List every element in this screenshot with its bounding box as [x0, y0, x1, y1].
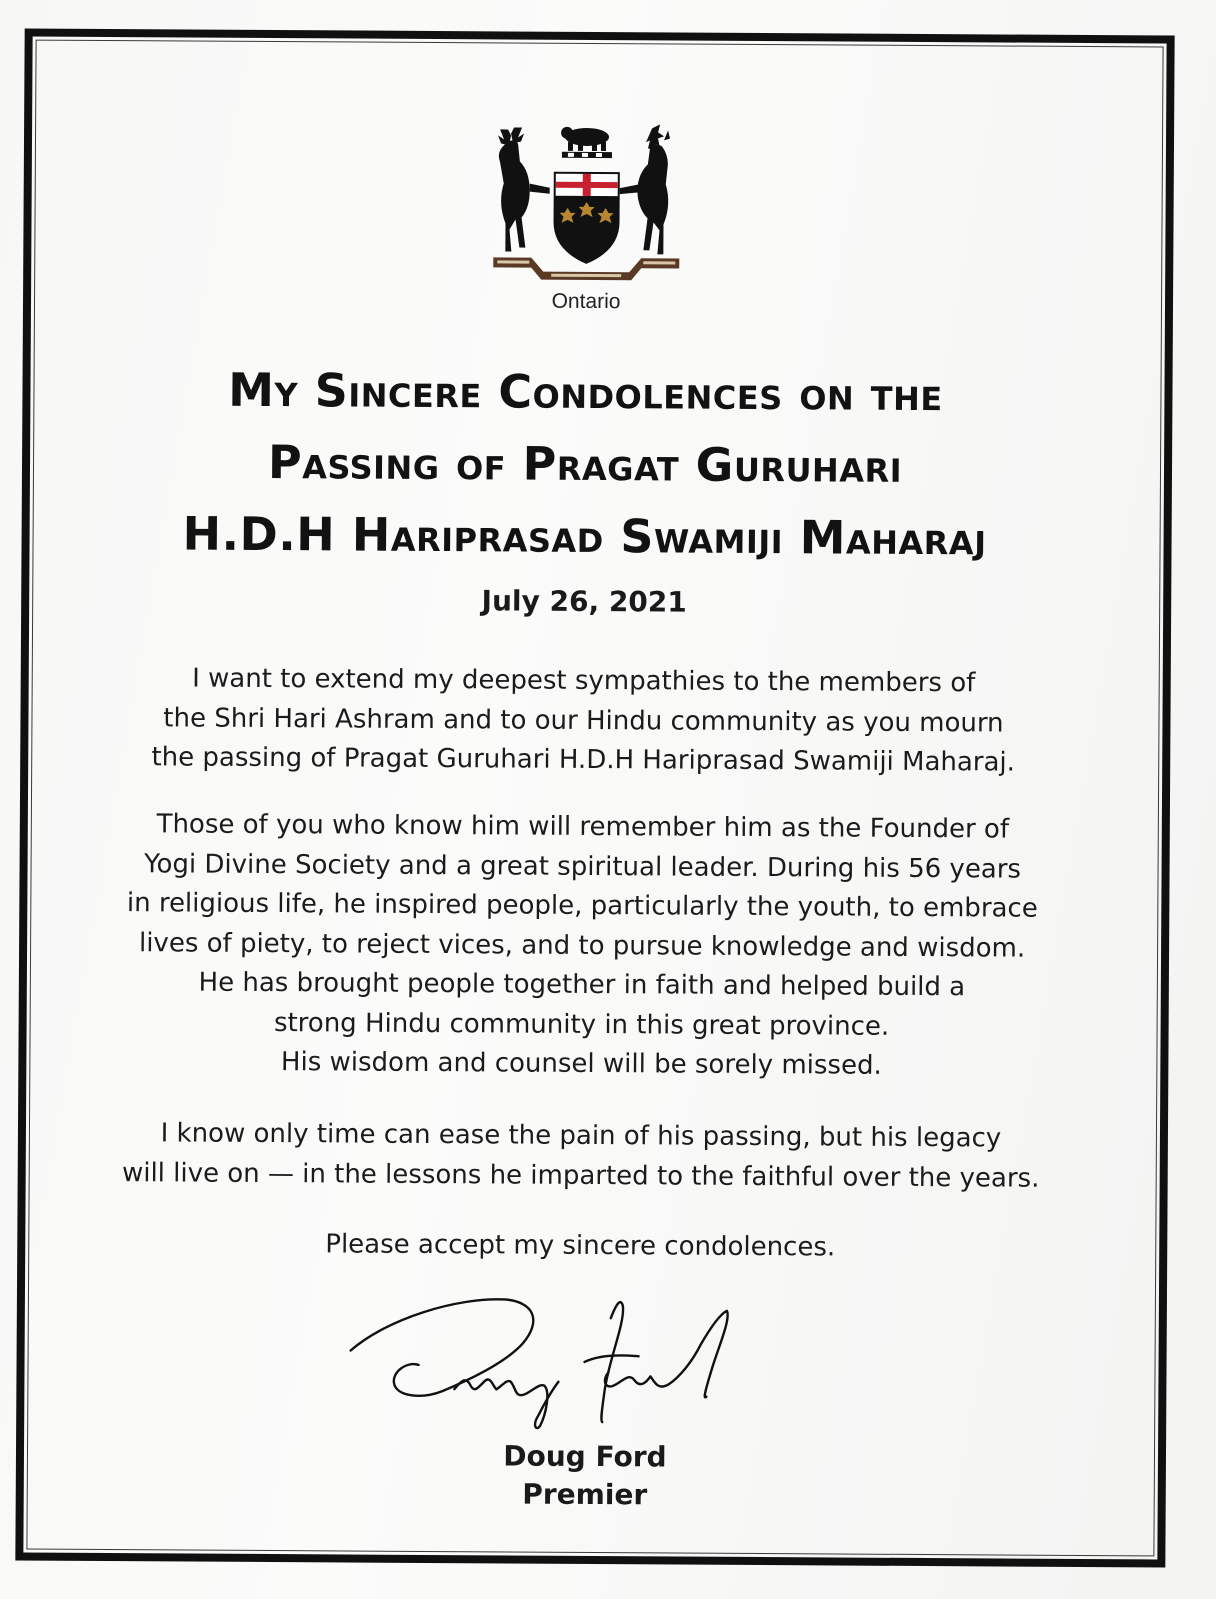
paragraph-line: Please accept my sincere condolences. — [325, 1229, 836, 1263]
paragraph-sympathies — [60, 659, 1107, 784]
title-line: My Sincere Condolences on the — [228, 362, 943, 422]
paragraph-line: Yogi Divine Society and a great spiritual leader. During his 56 years — [144, 848, 1022, 885]
moose-icon — [497, 127, 550, 251]
deer-icon — [619, 124, 670, 254]
crest-label: Ontario — [551, 289, 621, 314]
paragraph-line: strong Hindu community in this great province. — [273, 1007, 890, 1042]
letter-content — [55, 0, 1135, 1599]
letter-date: July 26, 2021 — [481, 584, 687, 619]
shield-icon — [553, 172, 620, 264]
title-line: Passing of Pragat Guruhari — [267, 434, 903, 493]
paragraph-closing — [57, 1224, 1103, 1270]
signer-name: Doug Ford — [503, 1439, 667, 1474]
title-line: H.D.H Hariprasad Swamiji Maharaj — [182, 506, 987, 566]
paragraph-legacy — [58, 1114, 1104, 1199]
paragraph-line: His wisdom and counsel will be sorely missed. — [280, 1047, 882, 1081]
paragraph-tribute — [58, 805, 1106, 1088]
paragraph-line: in religious life, he inspired people, particularly the youth, to embrace — [126, 888, 1038, 924]
signer-title: Premier — [522, 1477, 648, 1512]
paragraph-line: I know only time can ease the pain of his passing, but his legacy — [160, 1118, 1002, 1154]
letter-title — [61, 353, 1108, 575]
handwritten-signature-icon — [346, 1288, 807, 1441]
paragraph-line: the passing of Pragat Guruhari H.D.H Hariprasad Swamiji Maharaj. — [151, 742, 1016, 778]
ontario-coat-of-arms-icon — [491, 121, 682, 282]
paragraph-line: He has brought people together in faith and helped build a — [198, 967, 966, 1003]
paragraph-line: Those of you who know him will remember him as the Founder of — [156, 809, 1010, 845]
paragraph-line: I want to extend my deepest sympathies to the members of — [192, 663, 976, 699]
paragraph-line: will live on — in the lessons he imparted to the faithful over the years. — [121, 1157, 1040, 1194]
paragraph-line: the Shri Hari Ashram and to our Hindu community as you mourn — [163, 702, 1004, 738]
paragraph-line: lives of piety, to reject vices, and to pursue knowledge and wisdom. — [138, 927, 1026, 964]
bear-icon — [561, 127, 609, 151]
